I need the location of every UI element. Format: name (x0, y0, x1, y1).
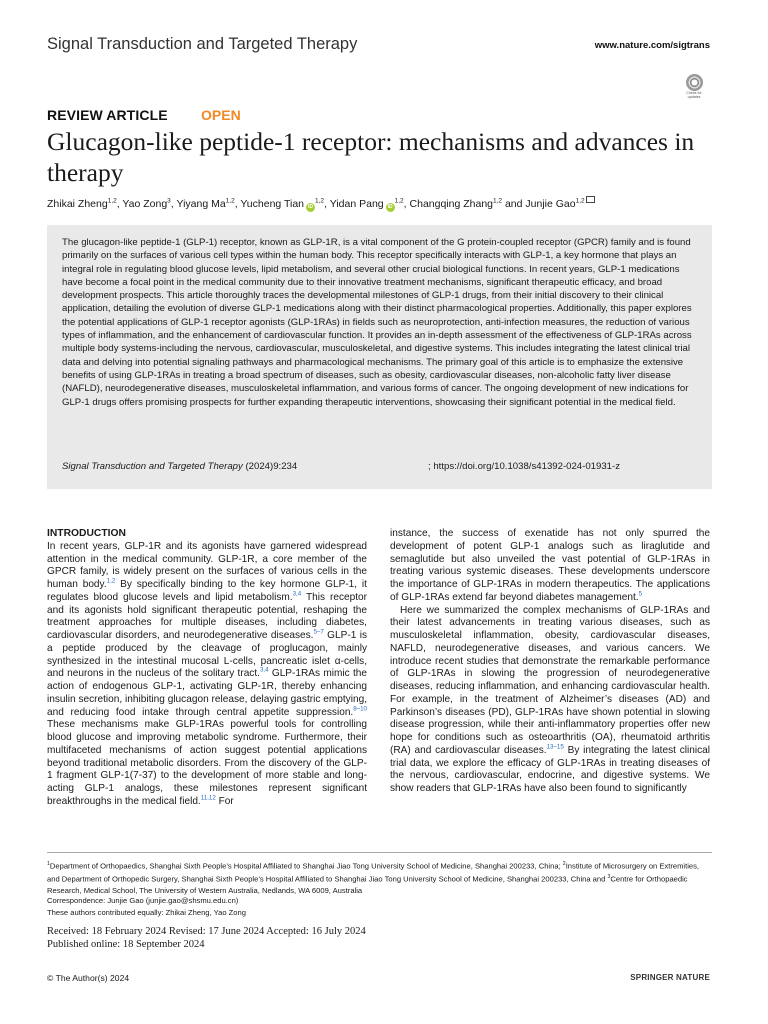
author-name[interactable]: Junjie Gao (525, 198, 576, 210)
reference-superscript[interactable]: 5 (638, 590, 643, 598)
author-name[interactable]: Zhikai Zheng (47, 198, 108, 210)
check-updates-icon (686, 74, 703, 91)
author-affiliation-superscript: 1,2 (493, 197, 503, 205)
abstract-box (47, 225, 712, 489)
email-icon[interactable] (586, 196, 595, 203)
correspondence-line: Correspondence: Junjie Gao (junjie.gao@shsmu.edu.cn) (47, 896, 239, 905)
author-name[interactable]: Yiyang Ma (176, 198, 226, 210)
journal-name: Signal Transduction and Targeted Therapy (47, 35, 358, 53)
reference-superscript[interactable]: 3,4 (259, 666, 269, 674)
open-access-label: OPEN (201, 107, 241, 123)
citation-volume: (2024)9:234 (242, 461, 298, 472)
reference-superscript[interactable]: 13–15 (546, 743, 564, 751)
author-affiliation-superscript: 1,2 (315, 197, 325, 205)
citation-line (62, 461, 696, 472)
body-right-column (390, 528, 710, 796)
reference-superscript[interactable]: 3 (607, 873, 611, 880)
introduction-heading: INTRODUCTION (47, 528, 126, 539)
orcid-icon[interactable]: iD (387, 204, 393, 210)
author-name[interactable]: Yao Zong (122, 198, 168, 210)
intro-paragraph-1: In recent years, GLP-1R and its agonists have garnered widespread attention in the medical community. GLP-1R, a core member of the GPCR family, is widely present on the surfaces of various cells in the human body.$^{1,2}$ By specifically binding to the key hormone GLP-1, it regulates blood glucose levels and lipid metabolism.$^{3,4}$ This receptor and its agonists hold significant therapeutic potential, reshaping the treatment approaches for multiple diseases, including diabetes, cardiovascular disorders, and neurodegenerative diseases.$^{5-7}$ GLP-1 is a peptide produced by the cleavage of proglucagon, mainly synthesized in the intestinal mucosal L-cells, pancreatic islet α-cells, and neurons in the nucleus of the solitary tract.$^{3,4}$ GLP-1RAs mimic the action of endogenous GLP-1, activating GLP-1R, thereby enhancing insulin secretion, inhibiting glucagon release, delaying gastric emptying, and reducing food intake through central appetite suppression.$^{8-10}$ These mechanisms make GLP-1RAs powerful tools for controlling blood glucose and improving metabolic syndrome. Furthermore, their multifaceted mechanisms of action suggest potential applications beyond traditional metabolic disorders. From the discovery of the GLP-1 fragment GLP-1(7-37) to the development of more stable and long-acting GLP-1 analogs, these milestones represent significant breakthroughs in the medical field.$^{11,12}$ For (47, 540, 367, 807)
author-affiliation-superscript: 1,2 (225, 197, 235, 205)
abstract-text: The glucagon-like peptide-1 (GLP-1) receptor, known as GLP-1R, is a vital component of the G protein-coupled receptor (GPCR) family and is found primarily on the surfaces of various cell types within the human body. This receptor specifically interacts with GLP-1, a key hormone that plays an integral role in regulating blood glucose levels, lipid metabolism, and several other crucial biological functions. In recent years, GLP-1 medications have become a focal point in the medical community due to their innovative treatment mechanisms, significant therapeutic efficacy, and broad development prospects. This article thoroughly traces the developmental milestones of GLP-1 drugs, from their initial discovery to their clinical application, detailing the evolution of diverse GLP-1 medications along with their distinct pharmacological properties. Additionally, this paper explores the potential applications of GLP-1 receptor agonists (GLP-1RAs) in fields such as neuroprotection, anti-infection measures, the reduction of various types of inflammation, and the enhancement of cardiovascular function. It provides an in-depth assessment of the effectiveness of GLP-1RAs across multiple body systems-including the nervous, cardiovascular, musculoskeletal, and digestive systems. This includes integrating the latest clinical trial data and delving into potential signaling pathways and pharmacological mechanisms. The primary goal of this article is to emphasize the extensive benefits of using GLP-1RAs in treating a broad spectrum of diseases, such as obesity, cardiovascular diseases, non-alcoholic fatty liver disease (NAFLD), neurodegenerative diseases, musculoskeletal inflammation, and various forms of cancer. The ongoing development of new indications for GLP-1 drugs offers promising prospects for further expanding therapeutic interventions, showcasing their significant potential in the medical field. (62, 237, 692, 408)
author-affiliation-superscript: 1,2 (575, 197, 585, 205)
orcid-icon[interactable]: iD (308, 204, 314, 210)
author-list: Zhikai Zheng$^{1,2}$, Yao Zong$^3$, Yiyang Ma$^{1,2}$, Yucheng Tian iD$^{1,2}$, Yidan Pang iD$^{1,2}$, Changqing Zhang$^{1,2}$ and Junjie Gao$^{1,2}$ (47, 196, 737, 212)
copyright-notice: © The Author(s) 2024 (47, 973, 130, 983)
article-title: Glucagon-like peptide-1 receptor: mechanisms and advances in therapy (47, 127, 695, 187)
footnote-divider (47, 852, 712, 853)
reference-superscript[interactable]: 5–7 (313, 628, 324, 636)
reference-superscript[interactable]: 3,4 (292, 590, 302, 598)
article-type-label: REVIEW ARTICLE (47, 107, 168, 123)
intro-paragraph-2: Here we summarized the complex mechanisms of GLP-1RAs and their latest advancements in treating various diseases, such as musculoskeletal inflammation, obesity, cardiovascular diseases, NAFLD, neurodegenerative diseases, and various cancers. We introduce recent studies that demonstrate the remarkable performance of GLP-1RAs in slowing the progression of neurodegenerative diseases, reducing inflammation, and enhancing cardiovascular health. For example, in the treatment of Alzheimer’s diseases (AD) and Parkinson’s diseases (PD), GLP-1RAs have shown potential in slowing disease progression, while their anti-inflammatory properties offer new hope for conditions such as osteoarthritis (OA), rheumatoid arthritis (RA) and cardiovascular diseases.$^{13-15}$ By integrating the latest clinical trial data, we explore the efficacy of GLP-1RAs in treating diseases of the nervous, cardiovascular, endocrine, and digestive systems. We show readers that GLP-1RAs have also been found to significantly (390, 604, 711, 794)
journal-url-link[interactable]: www.nature.com/sigtrans (594, 40, 710, 51)
author-affiliation-superscript: 1,2 (394, 197, 404, 205)
author-name[interactable]: Changqing Zhang (409, 198, 493, 210)
author-affiliation-superscript: 1,2 (107, 197, 117, 205)
intro-paragraph-continued: instance, the success of exenatide has not only spurred the development of potent GLP-1 analogs such as liraglutide and semaglutide but also unveiled the vast potential of GLP-1RAs in treating various systemic diseases. These developments underscore the importance of GLP-1RAs in modern therapeutics. The applications of GLP-1RAs extend far beyond diabetes management.$^5$ (390, 528, 710, 603)
reference-superscript[interactable]: 1,2 (106, 577, 116, 585)
reference-superscript[interactable]: 8–10 (353, 705, 367, 713)
author-affiliations: $^1$Department of Orthopaedics, Shanghai Sixth People’s Hospital Affiliated to Shanghai Jiao Tong University School of Medicine, Shanghai 200233, China; $^2$Institute of Microsurgery on Extremities, and Department of Orthopedic Surgery, Shanghai Sixth People’s Hospital Affiliated to Shanghai Jiao Tong University School of Medicine, Shanghai 200233, China and $^3$Centre for Orthopaedic Research, Medical School, The University of Western Australia, Nedlands, WA 6009, Australia (47, 861, 700, 895)
publisher-logo: SPRINGER NATURE (630, 973, 710, 982)
published-date: Published online: 18 September 2024 (47, 939, 205, 950)
author-affiliation-superscript: 3 (167, 197, 171, 205)
reference-superscript[interactable]: 1 (47, 861, 50, 867)
reference-superscript[interactable]: 2 (562, 861, 566, 867)
check-for-updates-badge[interactable] (682, 74, 706, 104)
body-left-column (47, 528, 367, 809)
received-dates: Received: 18 February 2024 Revised: 17 June 2024 Accepted: 16 July 2024 (47, 926, 366, 937)
equal-contribution-note: These authors contributed equally: Zhikai Zheng, Yao Zong (47, 908, 246, 917)
reference-superscript[interactable]: 11,12 (200, 794, 216, 802)
check-updates-label: Check for updates (686, 91, 702, 99)
citation-doi-link[interactable]: ; https://doi.org/10.1038/s41392-024-01931-z (428, 461, 621, 472)
citation-journal: Signal Transduction and Targeted Therapy (62, 461, 243, 472)
author-name[interactable]: Yucheng Tian (240, 198, 305, 210)
author-name[interactable]: Yidan Pang (329, 198, 384, 210)
